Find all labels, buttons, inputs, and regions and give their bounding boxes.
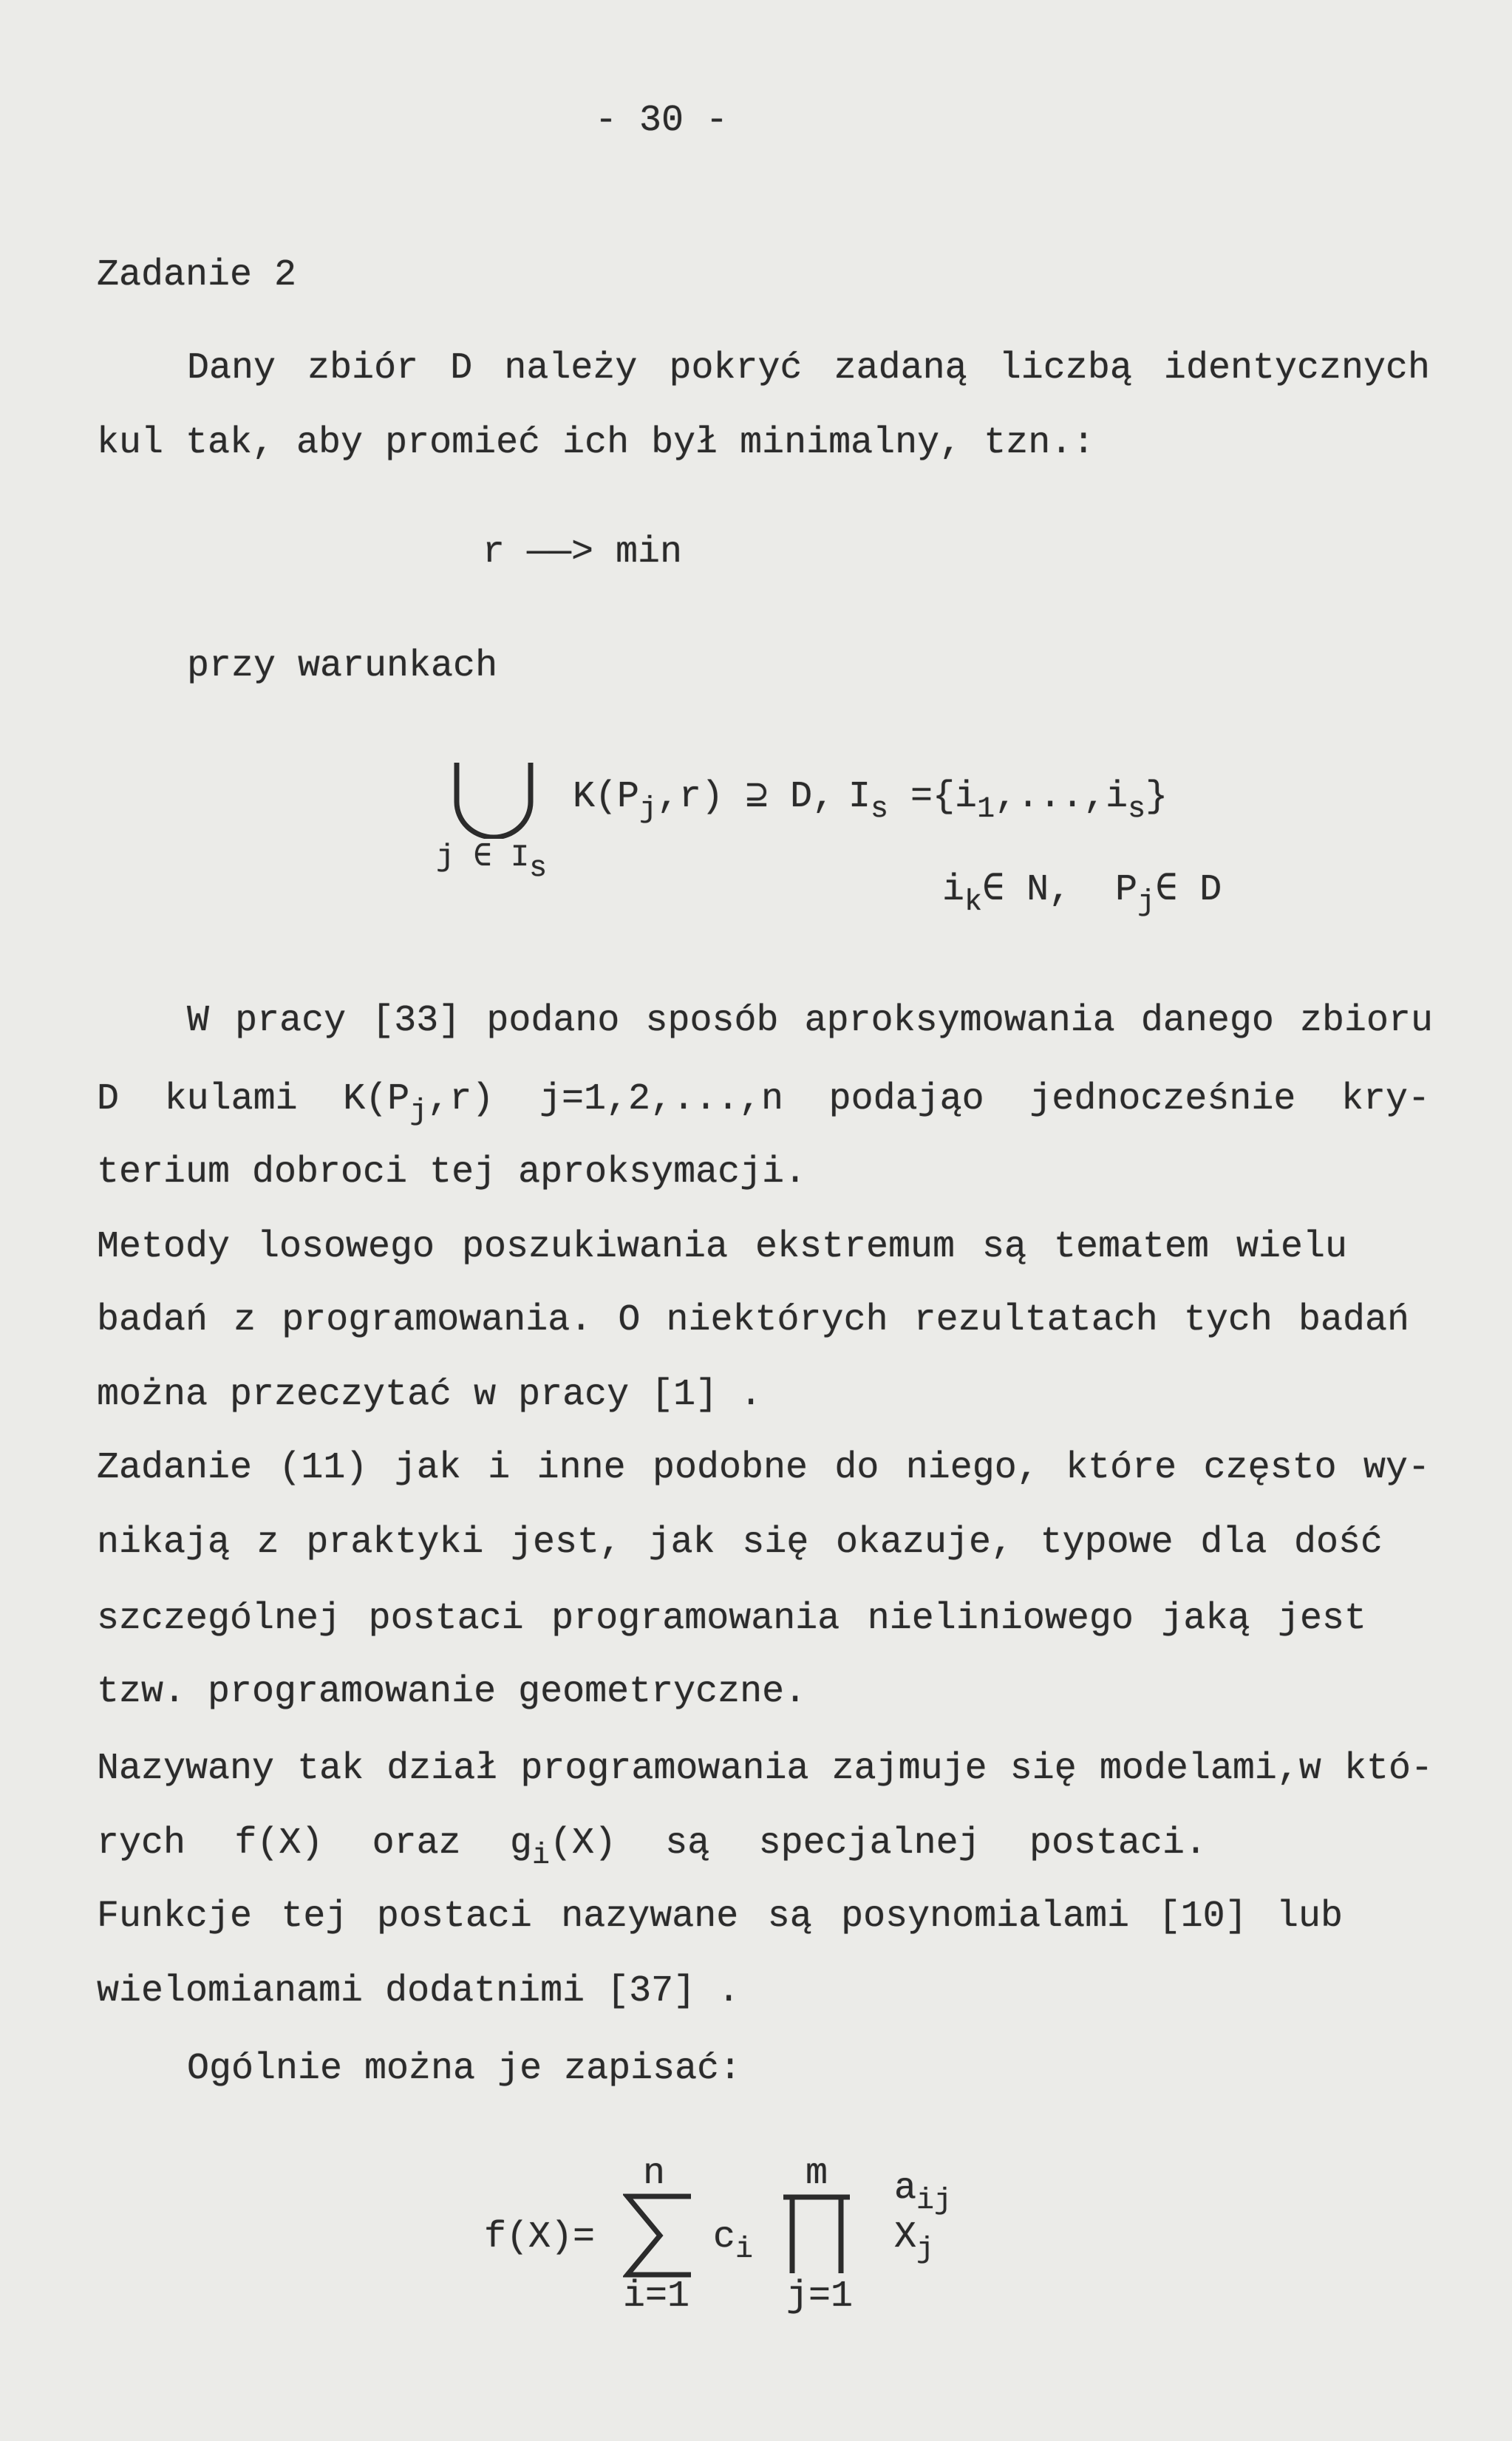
variable: $X_j$ <box>894 2216 935 2267</box>
text-line: tzw. programowanie geometryczne. <box>97 1671 807 1713</box>
sum-lower-limit: i=1 <box>623 2275 690 2318</box>
text-line: Nazywany tak dział programowania zajmuje się modelami,w któ- <box>97 1748 1433 1790</box>
domain-conditions: $i_k\in$ N, $P_j\in$ D <box>942 869 1222 919</box>
product-lower-limit: j=1 <box>786 2275 854 2318</box>
text-line: rych f(X) oraz $g_i(X)$ są specjalnej postaci. <box>97 1822 1207 1873</box>
page-number: - 30 - <box>595 100 729 142</box>
text-line: D kulami $K(P_j,r)$ j=1,2,...,n podająo jednocześnie kry- <box>97 1078 1431 1128</box>
text-line: można przeczytać w pracy [1] . <box>97 1374 763 1416</box>
sum-upper-limit: n <box>643 2153 666 2195</box>
text-line: Zadanie (11) jak i inne podobne do niego, które często wy- <box>97 1447 1430 1489</box>
product-symbol <box>782 2193 852 2275</box>
text-line: Metody losowego poszukiwania ekstremum są tematem wielu <box>97 1226 1347 1268</box>
text-line: wielomianami dodatnimi [37] . <box>97 1970 740 2012</box>
coefficient: $c_i$ <box>713 2216 754 2267</box>
text-line: szczególnej postaci programowania nieliniowego jaką jest <box>97 1598 1366 1640</box>
union-index: j ∈ Is <box>436 840 548 885</box>
text-line: badań z programowania. O niektórych rezultatach tych badań <box>97 1299 1409 1341</box>
text-line: terium dobroci tej aproksymacji. <box>97 1151 807 1194</box>
ball-cover-expression: $K(P_j,r)$ ⊇ D, <box>573 776 835 826</box>
formula-r-min: r ——> min <box>483 531 683 573</box>
text-line: Dany zbiór D należy pokryć zadaną liczbą identycznych <box>187 347 1430 389</box>
formula-lhs: f(X)= <box>484 2216 596 2258</box>
text-line: nikają z praktyki jest, jak się okazuje, typowe dla dość <box>97 1522 1383 1564</box>
union-symbol <box>449 761 538 839</box>
text-line: przy warunkach <box>187 645 498 687</box>
text-line: W pracy [33] podano sposób aproksymowania danego zbioru <box>187 1000 1433 1042</box>
text-line: Funkcje tej postaci nazywane są posynomialami [10] lub <box>97 1896 1343 1938</box>
section-title: Zadanie 2 <box>97 254 297 296</box>
exponent: $a_{ij}$ <box>894 2168 953 2218</box>
text-line: kul tak, aby promieć ich był minimalny, tzn.: <box>97 422 1095 464</box>
sum-symbol <box>623 2193 697 2278</box>
text-line: Ogólnie można je zapisać: <box>187 2048 742 2090</box>
product-upper-limit: m <box>806 2153 828 2195</box>
index-set-definition: $I_s =\{i_1,...,i_s\}$ <box>848 776 1168 826</box>
